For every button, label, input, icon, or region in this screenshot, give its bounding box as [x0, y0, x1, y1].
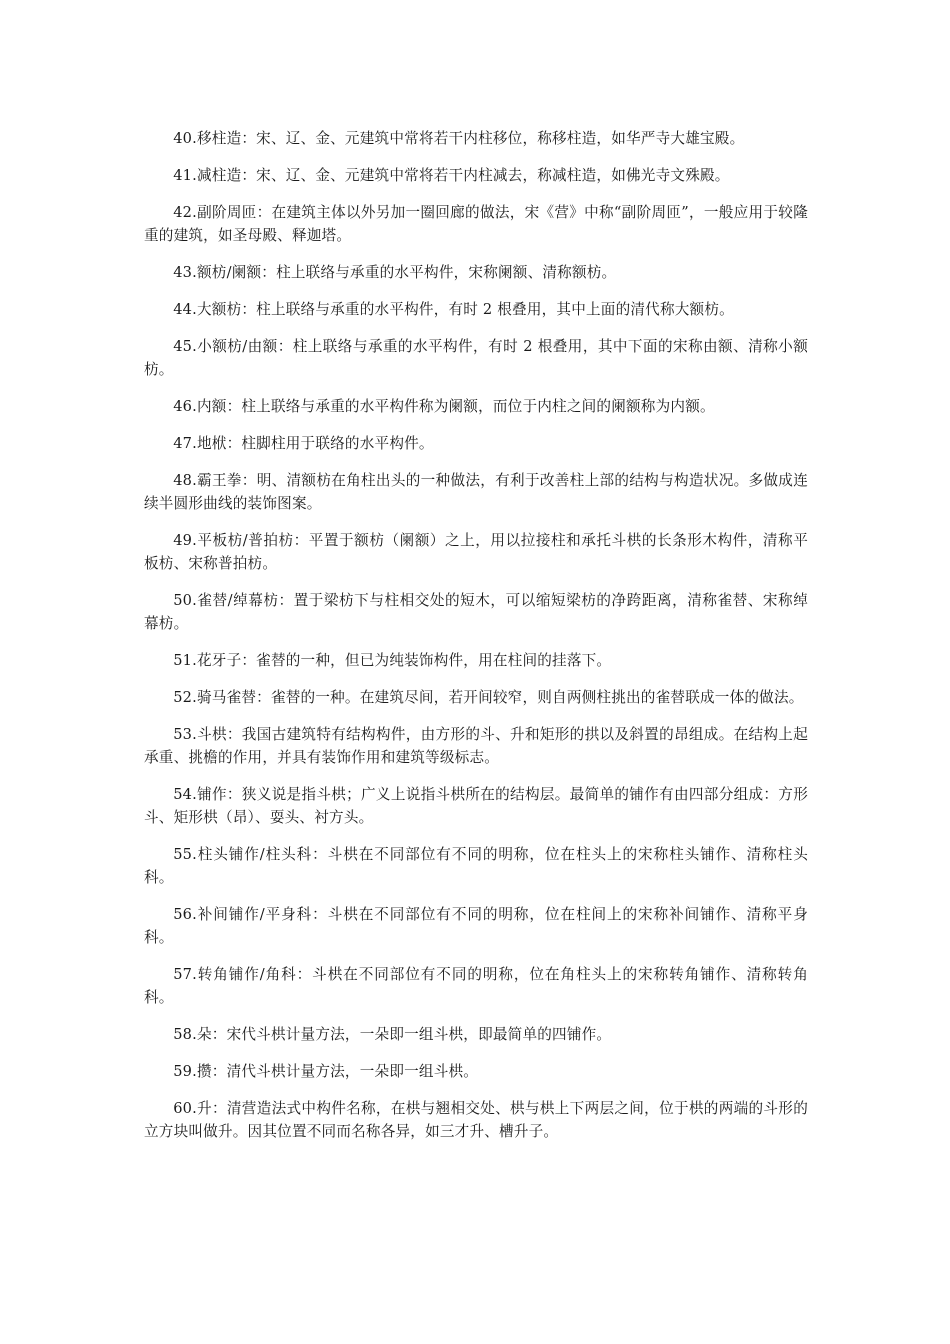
entry-57: 57.转角铺作/角科：斗栱在不同部位有不同的明称，位在角柱头上的宋称转角铺作、清称转角科。 [144, 966, 808, 1006]
entry-51: 51.花牙子：雀替的一种，但已为纯装饰构件，用在柱间的挂落下。 [173, 652, 612, 669]
entry-46: 46.内额：柱上联络与承重的水平构件称为阑额，而位于内柱之间的阑额称为内额。 [173, 398, 715, 415]
entry-42: 42.副阶周匝：在建筑主体以外另加一圈回廊的做法，宋《营》中称“副阶周匝”，一般应用于较隆重的建筑，如圣母殿、释迦塔。 [144, 204, 808, 244]
entry-40: 40.移柱造：宋、辽、金、元建筑中常将若干内柱移位，称移柱造，如华严寺大雄宝殿。 [173, 130, 745, 147]
entry-47: 47.地栿：柱脚柱用于联络的水平构件。 [173, 435, 434, 452]
entry-45: 45.小额枋/由额：柱上联络与承重的水平构件，有时 2 根叠用，其中下面的宋称由额、清称小额枋。 [144, 338, 808, 378]
entry-56: 56.补间铺作/平身科：斗栱在不同部位有不同的明称，位在柱间上的宋称补间铺作、清称平身科。 [144, 906, 808, 946]
entry-52: 52.骑马雀替：雀替的一种。在建筑尽间，若开间较窄，则自两侧柱挑出的雀替联成一体的做法。 [173, 689, 804, 706]
entry-43: 43.额枋/阑额：柱上联络与承重的水平构件，宋称阑额、清称额枋。 [173, 264, 617, 281]
entry-50: 50.雀替/绰幕枋：置于梁枋下与柱相交处的短木，可以缩短梁枋的净跨距离，清称雀替、宋称绰幕枋。 [144, 592, 808, 632]
entry-58: 58.朵：宋代斗栱计量方法，一朵即一组斗栱，即最简单的四铺作。 [173, 1026, 612, 1043]
entry-49: 49.平板枋/普拍枋：平置于额枋（阑额）之上，用以拉接柱和承托斗栱的长条形木构件，清称平板枋、宋称普拍枋。 [144, 532, 808, 572]
entry-53: 53.斗栱：我国古建筑特有结构构件，由方形的斗、升和矩形的拱以及斜置的昂组成。在结构上起承重、挑檐的作用，并具有装饰作用和建筑等级标志。 [144, 726, 808, 766]
entry-59: 59.攒：清代斗栱计量方法，一朵即一组斗栱。 [173, 1063, 479, 1080]
entry-41: 41.减柱造：宋、辽、金、元建筑中常将若干内柱减去，称减柱造，如佛光寺文殊殿。 [173, 167, 730, 184]
entry-44: 44.大额枋：柱上联络与承重的水平构件，有时 2 根叠用，其中上面的清代称大额枋。 [173, 301, 734, 318]
entry-55: 55.柱头铺作/柱头科：斗栱在不同部位有不同的明称，位在柱头上的宋称柱头铺作、清称柱头科。 [144, 846, 808, 886]
entry-48: 48.霸王拳：明、清额枋在角柱出头的一种做法，有利于改善柱上部的结构与构造状况。多做成连续半圆形曲线的装饰图案。 [144, 472, 808, 512]
entry-54: 54.铺作：狭义说是指斗栱；广义上说指斗栱所在的结构层。最简单的铺作有由四部分组成：方形斗、矩形栱（昂）、耍头、衬方头。 [144, 786, 808, 826]
document-page [144, 127, 808, 1157]
entry-60: 60.升：清营造法式中构件名称，在栱与翘相交处、栱与栱上下两层之间，位于栱的两端的斗形的立方块叫做升。因其位置不同而名称各异，如三才升、槽升子。 [144, 1100, 808, 1140]
